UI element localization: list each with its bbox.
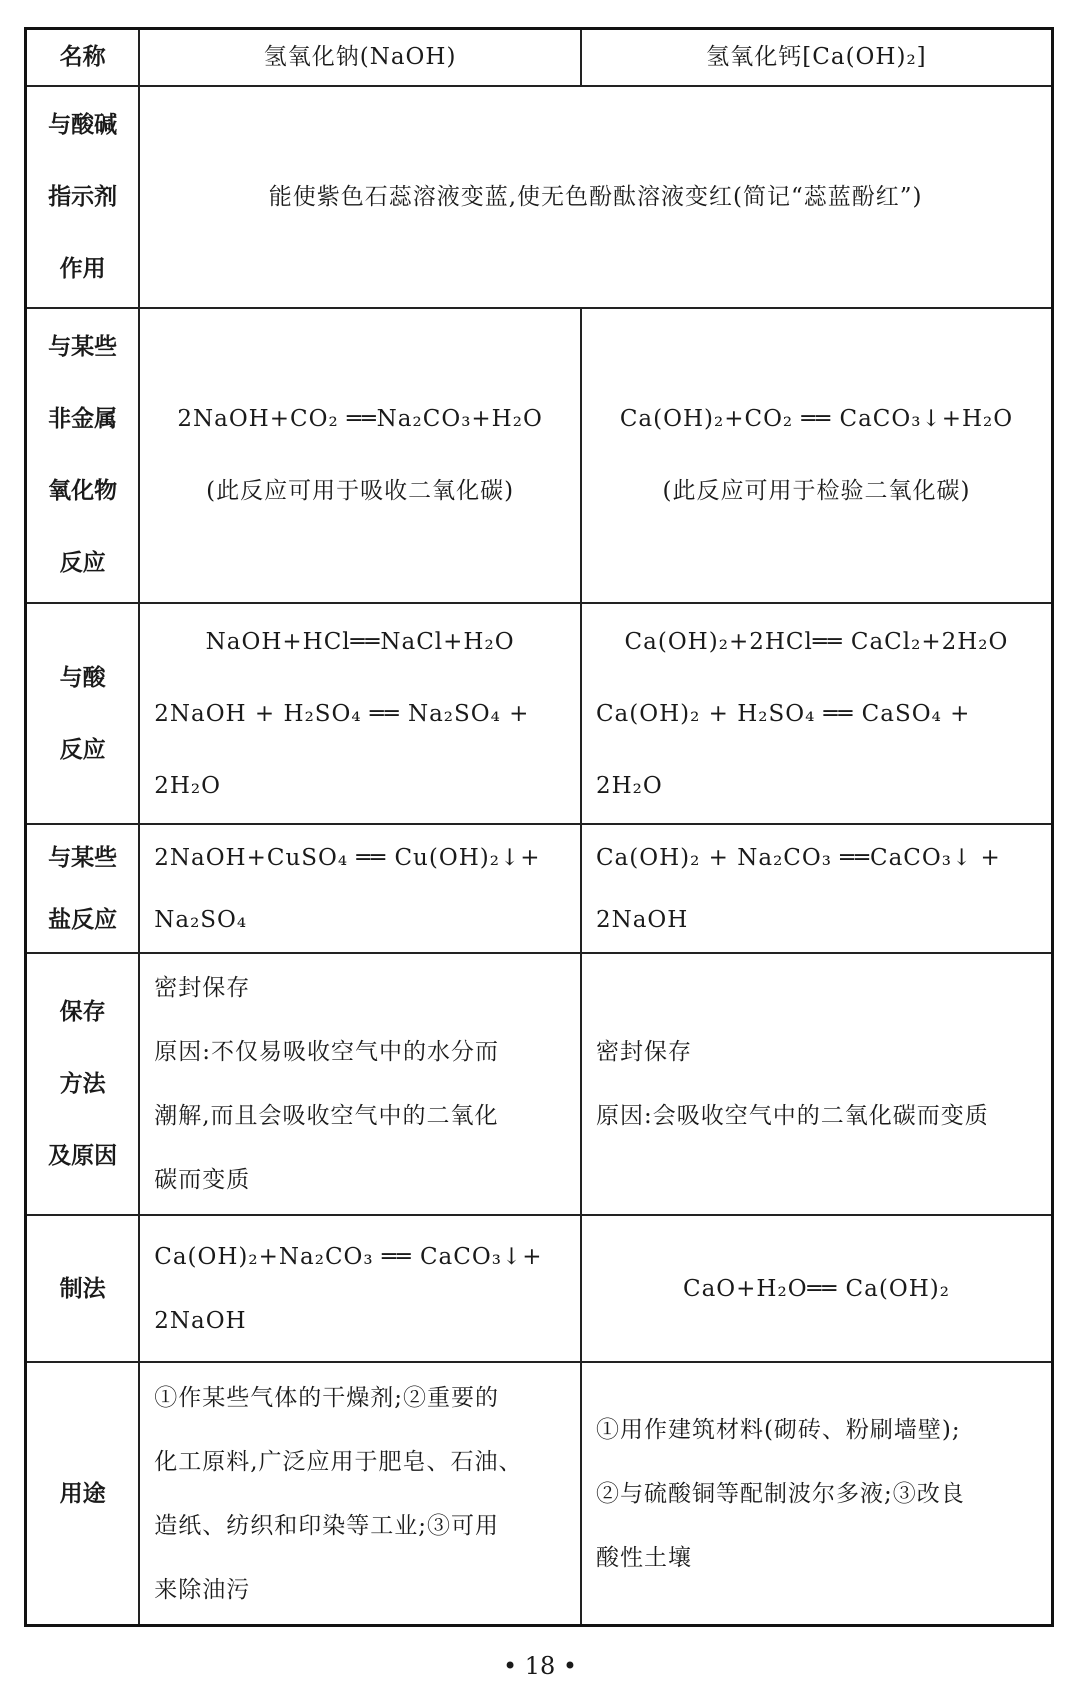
indicator-label	[26, 86, 140, 308]
equation: 2NaOH	[154, 1307, 247, 1334]
label-line: 与酸	[59, 664, 106, 691]
nonmetal-oxide-label	[26, 308, 140, 603]
uses-text: 来除油污	[154, 1576, 251, 1603]
nonmetal-oxide-row	[26, 308, 1053, 603]
equation: 2H₂O	[154, 772, 222, 799]
label-line: 制法	[59, 1275, 106, 1302]
uses-caoh2	[581, 1362, 1053, 1625]
equation: Na₂SO₄	[154, 906, 248, 933]
storage-text: 密封保存	[595, 1038, 692, 1065]
equation: Ca(OH)₂+Na₂CO₃ ══ CaCO₃↓+	[154, 1243, 543, 1270]
salt-naoh	[139, 824, 581, 952]
header-name-label: 名称	[26, 29, 140, 86]
indicator-row	[26, 86, 1053, 308]
acid-label	[26, 603, 140, 825]
header-caoh2: 氢氧化钙[Ca(OH)₂]	[581, 29, 1053, 86]
label-line: 指示剂	[48, 183, 118, 210]
label-line: 盐反应	[48, 906, 118, 933]
equation: CaO+H₂O══ Ca(OH)₂	[682, 1275, 950, 1302]
label-line: 作用	[59, 255, 106, 282]
label-line: 与某些	[48, 334, 118, 361]
uses-naoh	[139, 1362, 581, 1625]
header-naoh: 氢氧化钠(NaOH)	[139, 29, 581, 86]
storage-text: 原因:不仅易吸收空气中的水分而	[154, 1038, 499, 1065]
label-line: 反应	[59, 736, 106, 763]
equation: Ca(OH)₂+CO₂ ══ CaCO₃↓+H₂O	[619, 406, 1014, 433]
uses-label	[26, 1362, 140, 1625]
label-line: 反应	[59, 550, 106, 577]
label-line: 非金属	[48, 406, 118, 433]
label-line: 氧化物	[48, 478, 118, 505]
header-row	[26, 29, 1053, 86]
indicator-text: 能使紫色石蕊溶液变蓝,使无色酚酞溶液变红(简记“蕊蓝酚红”)	[139, 86, 1052, 308]
storage-text: 密封保存	[154, 974, 251, 1001]
page-number: • 18 •	[502, 1652, 578, 1680]
equation: 2NaOH+CO₂ ══Na₂CO₃+H₂O	[177, 406, 543, 433]
uses-text: 酸性土壤	[595, 1544, 692, 1571]
acid-naoh	[139, 603, 581, 825]
label-line: 与某些	[48, 844, 118, 871]
uses-text: 化工原料,广泛应用于肥皂、石油、	[154, 1448, 523, 1475]
storage-naoh	[139, 953, 581, 1215]
label-line: 保存	[59, 998, 106, 1025]
comparison-table	[24, 27, 1054, 1627]
nonmetal-oxide-caoh2	[581, 308, 1053, 603]
note: (此反应可用于检验二氧化碳)	[662, 478, 971, 505]
label-line: 及原因	[48, 1142, 118, 1169]
uses-text: 造纸、纺织和印染等工业;③可用	[154, 1512, 499, 1539]
acid-row	[26, 603, 1053, 825]
nonmetal-oxide-naoh	[139, 308, 581, 603]
note: (此反应可用于吸收二氧化碳)	[206, 478, 515, 505]
equation: 2NaOH + H₂SO₄ ══ Na₂SO₄ +	[154, 700, 530, 727]
salt-label	[26, 824, 140, 952]
storage-text: 碳而变质	[154, 1166, 251, 1193]
storage-text: 潮解,而且会吸收空气中的二氧化	[154, 1102, 499, 1129]
preparation-row	[26, 1215, 1053, 1362]
label-line: 方法	[59, 1070, 106, 1097]
uses-text: ①作某些气体的干燥剂;②重要的	[154, 1384, 499, 1411]
label-line: 用途	[59, 1480, 106, 1507]
label-line: 与酸碱	[48, 111, 118, 138]
uses-row	[26, 1362, 1053, 1625]
salt-caoh2	[581, 824, 1053, 952]
equation: Ca(OH)₂ + Na₂CO₃ ══CaCO₃↓ +	[595, 844, 1001, 871]
equation: 2H₂O	[595, 772, 663, 799]
uses-text: ②与硫酸铜等配制波尔多液;③改良	[595, 1480, 965, 1507]
storage-caoh2	[581, 953, 1053, 1215]
salt-row	[26, 824, 1053, 952]
equation: Ca(OH)₂ + H₂SO₄ ══ CaSO₄ +	[595, 700, 971, 727]
storage-text: 原因:会吸收空气中的二氧化碳而变质	[595, 1102, 989, 1129]
equation: NaOH+HCl══NaCl+H₂O	[205, 628, 515, 655]
storage-label	[26, 953, 140, 1215]
uses-text: ①用作建筑材料(砌砖、粉刷墙壁);	[595, 1416, 961, 1443]
storage-row	[26, 953, 1053, 1215]
preparation-caoh2	[581, 1215, 1053, 1362]
equation: 2NaOH	[595, 906, 689, 933]
equation: Ca(OH)₂+2HCl══ CaCl₂+2H₂O	[624, 628, 1009, 655]
preparation-label	[26, 1215, 140, 1362]
preparation-naoh	[139, 1215, 581, 1362]
equation: 2NaOH+CuSO₄ ══ Cu(OH)₂↓+	[154, 844, 541, 871]
acid-caoh2	[581, 603, 1053, 825]
